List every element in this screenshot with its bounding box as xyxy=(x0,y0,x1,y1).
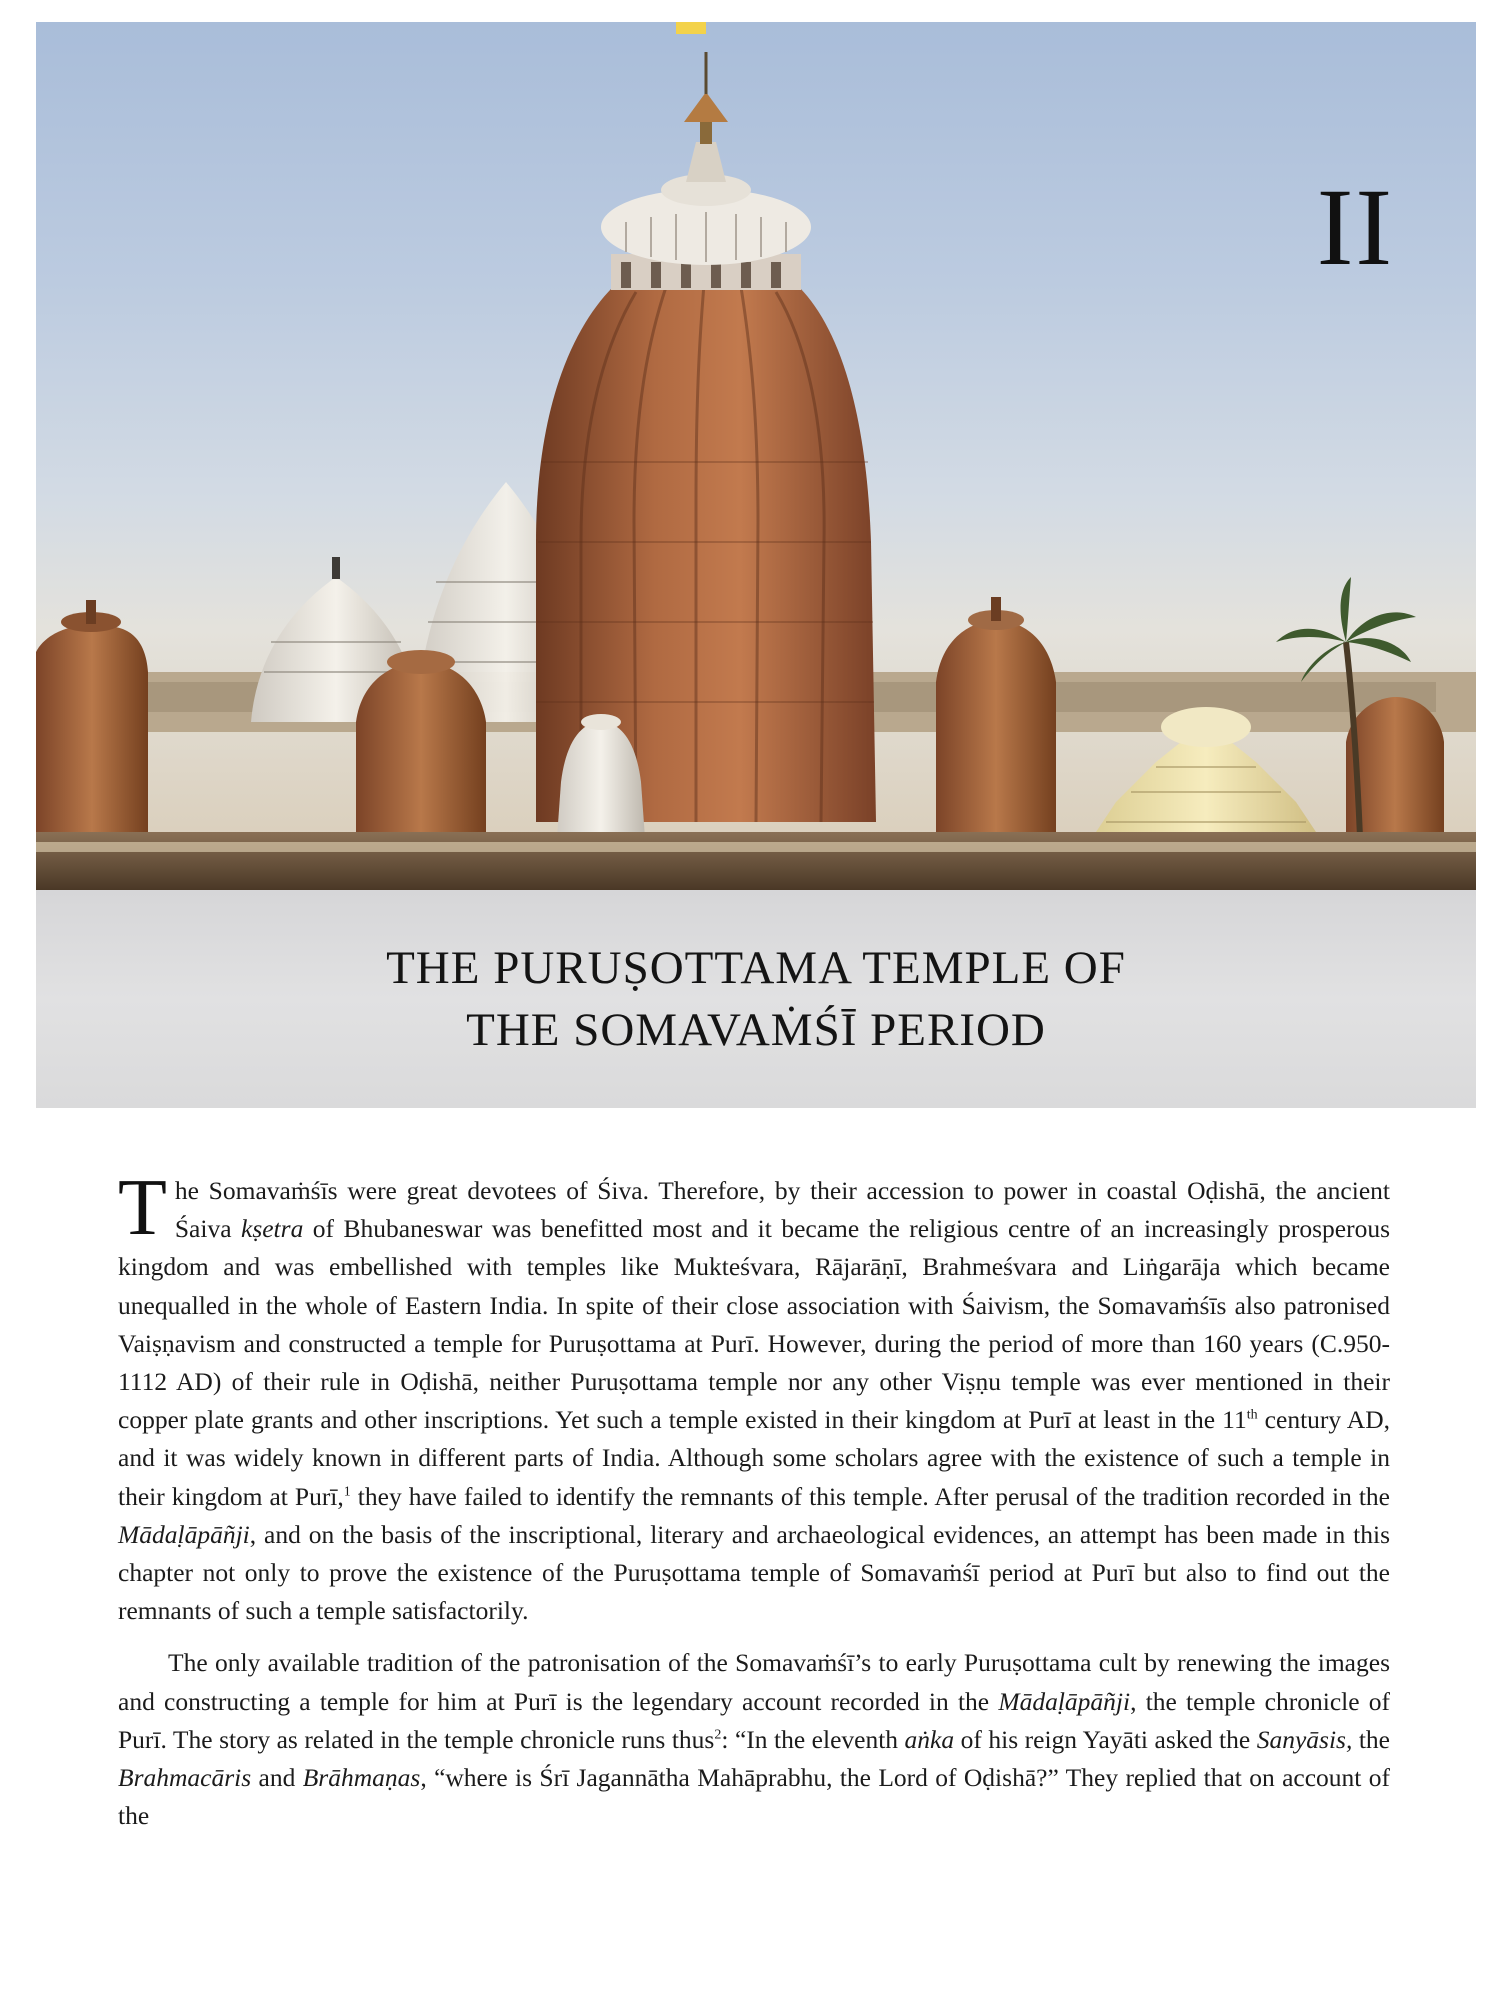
right-small-temple xyxy=(936,597,1056,852)
text-run: of Bhubaneswar was benefitted most and it became the religious centre of an increasingly prosperous kingdom and was embellished with temples like Mukteśvara, Rājarāṇī, Brahmeśvara and Liṅgarāja which became unequalled in the whole of Eastern India. In spite of their close association with Śaivism, the Somavaṁśīs also patronised Vaiṣṇavism and constructed a temple for Puruṣottama at Purī. However, during the period of more than 160 years (C.950-1112 AD) of their rule in Oḍishā, neither Puruṣottama temple nor any other Viṣṇu temple was ever mentioned in their copper plate grants and other inscriptions. Yet such a temple existed in their kingdom at Purī at least in the 11 xyxy=(118,1214,1390,1435)
text-run: century AD, and it was widely known in different parts of India. Although some scholars agree with the existence of such a temple in their kingdom at Purī, xyxy=(118,1405,1390,1511)
text-run: of his reign Yayāti asked the xyxy=(954,1724,1257,1754)
text-run: they have failed to identify the remnants of this temple. After perusal of the tradition recorded in the xyxy=(350,1481,1390,1511)
italic-term: Sanyāsis, xyxy=(1256,1724,1353,1754)
body-text xyxy=(118,1164,1390,1849)
drop-cap: T xyxy=(118,1164,167,1252)
italic-term: aṅka xyxy=(904,1724,955,1754)
hero-photo xyxy=(36,22,1476,890)
text-run: : “In the eleventh xyxy=(721,1724,905,1754)
text-run: The only available tradition of the patronisation of the Somavaṁśī’s to early Puruṣottama cult by renewing the images and constructing a temple for him at Purī is the legendary account recorded in the xyxy=(118,1648,1390,1716)
superscript: th xyxy=(1246,1407,1258,1423)
foreground-wall xyxy=(36,832,1476,890)
paragraph-2 xyxy=(118,1644,1390,1835)
chapter-number: II xyxy=(1316,166,1394,288)
left-small-temple xyxy=(36,600,148,852)
text-run: the xyxy=(1352,1724,1390,1754)
footnote-ref-2[interactable]: 2 xyxy=(714,1727,722,1743)
main-spire xyxy=(536,22,876,822)
chapter-title-line-2: THE SOMAVAṀŚĪ PERIOD xyxy=(466,1004,1046,1056)
text-run: , “where is Śrī Jagannātha Mahāprabhu, the Lord of Oḍishā?” They replied that on account of the xyxy=(118,1763,1390,1831)
footnote-ref-1[interactable]: 1 xyxy=(343,1484,351,1500)
italic-term: Brāhmaṇas xyxy=(302,1763,421,1793)
chapter-title-line-1: THE PURUṢOTTAMA TEMPLE OF xyxy=(386,942,1126,994)
italic-term: Brahmacāris xyxy=(118,1763,252,1793)
text-run: , the temple chronicle of Purī. The story as related in the temple chronicle runs thus xyxy=(118,1686,1390,1754)
chapter-title-band xyxy=(36,890,1476,1108)
text-run: and xyxy=(251,1763,303,1793)
text-run: he Somavaṁśīs were great devotees of Śiva. Therefore, by their accession to power in coastal Oḍishā, the ancient Śaiva xyxy=(174,1176,1390,1244)
paragraph-1 xyxy=(118,1164,1390,1630)
temple-illustration xyxy=(36,22,1476,890)
italic-term: Mādaḷāpāñji xyxy=(998,1686,1131,1716)
italic-term: Mādaḷāpāñji xyxy=(118,1519,250,1549)
italic-term: kṣetra xyxy=(241,1214,304,1244)
text-run: , and on the basis of the inscriptional, literary and archaeological evidences, an attempt has been made in this chapter not only to prove the existence of the Puruṣottama temple of Somavaṁśī period at Purī but also to find out the remnants of such a temple satisfactorily. xyxy=(118,1519,1390,1626)
